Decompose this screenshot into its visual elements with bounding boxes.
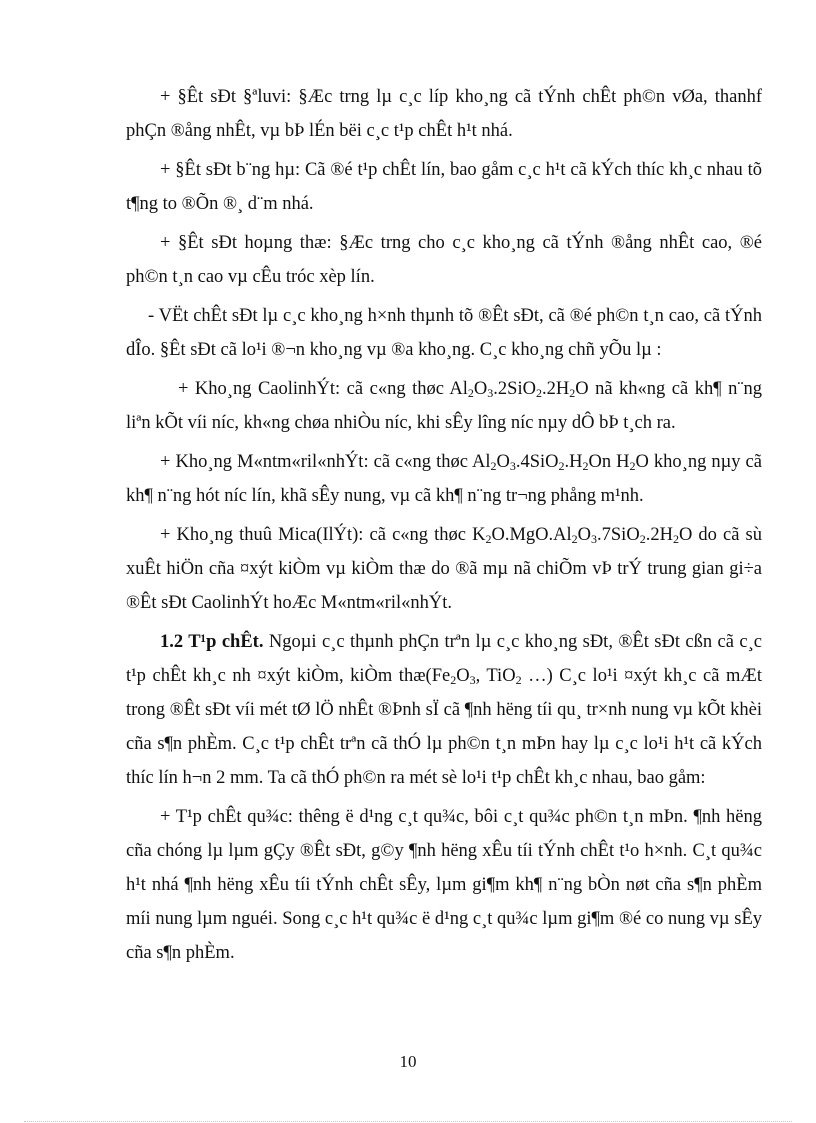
subscript: 2 <box>639 532 646 546</box>
paragraph-p8 <box>126 625 762 795</box>
subscript: 2 <box>535 386 542 400</box>
text-run: O <box>577 525 592 545</box>
text-run: Ngoµi c¸c thµnh phÇn trªn lµ c¸c kho¸ng sÐt, ®Êt sÐt cßn cã c¸c t¹p chÊt kh¸c nh ¤xýt kiÒm, kiÒm thæ(Fe <box>126 632 762 686</box>
text-run: .2H <box>645 525 673 545</box>
subscript: 2 <box>569 386 576 400</box>
text-run: O <box>496 452 510 472</box>
subscript: 2 <box>582 459 589 473</box>
paragraph-p2 <box>126 153 762 221</box>
subscript: 2 <box>467 386 474 400</box>
subscript: 2 <box>515 673 522 687</box>
paragraph-p9 <box>126 800 762 970</box>
text-run: + T¹p chÊt qu¾c: thêng ë d¹ng c¸t qu¾c, bôi c¸t qu¾c ph©n t¸n mÞn. ¶nh hëng cña chóng lµ lµm gÇy ®Êt sÐt, g©y ¶nh hëng xÊu tíi tÝnh chÊt t¹o h×nh. C¸t qu¾c h¹t nhá ¶nh hëng xÊu tíi tÝnh chÊt sÊy, lµm gi¶m kh¶ n¨ng bÒn nøt cña s¶n phÈm míi nung lµm nguéi. Song c¸c h¹t qu¾c ë d¹ng c¸t qu¾c lµm gi¶m ®é co nung vµ sÊy cña s¶n phÈm. <box>126 807 762 963</box>
text-run: + Kho¸ng CaolinhÝt: cã c«ng thøc Al <box>178 379 468 399</box>
paragraph-p4 <box>126 299 762 367</box>
text-run: - VËt chÊt sÐt lµ c¸c kho¸ng h×nh thµnh tõ ®Êt sÐt, cã ®é ph©n t¸n cao, cã tÝnh dÎo. §Êt sÐt cã lo¹i ®¬n kho¸ng vµ ®a kho¸ng. C¸c kho¸ng chñ yÕu lµ : <box>126 306 762 360</box>
text-run: O.MgO.Al <box>491 525 572 545</box>
paragraph-p7 <box>126 518 762 620</box>
text-run: O kho¸ng nµy cã kh¶ n¨ng hót níc lín, khã sÊy nung, vµ cã kh¶ n¨ng tr¬ng phång m¹nh. <box>126 452 762 506</box>
subscript: 2 <box>672 532 679 546</box>
paragraph-p6 <box>126 445 762 513</box>
page-number: 10 <box>399 1052 417 1071</box>
text-run: O nã kh«ng cã kh¶ n¨ng liªn kÕt víi níc, kh«ng chøa nhiÒu níc, khi sÊy lîng níc nµy dÔ bÞ t¸ch ra. <box>126 379 762 433</box>
subscript: 2 <box>490 459 497 473</box>
paragraph-p3 <box>126 226 762 294</box>
subscript: 3 <box>469 673 476 687</box>
subscript: 3 <box>591 532 598 546</box>
subscript: 2 <box>558 459 565 473</box>
text-run: O <box>473 379 488 399</box>
text-run: .2H <box>541 379 570 399</box>
text-run: + §Êt sÐt b¨ng hµ: Cã ®é t¹p chÊt lín, bao gåm c¸c h¹t cã kÝch thíc kh¸c nhau tõ t¶ng to ®Õn ®¸ d¨m nhá. <box>126 160 762 214</box>
text-run: On H <box>588 452 630 472</box>
subscript: 2 <box>485 532 492 546</box>
text-run: + Kho¸ng thuû Mica(IlÝt): cã c«ng thøc K <box>160 525 486 545</box>
subscript: 2 <box>629 459 636 473</box>
subscript: 2 <box>450 673 457 687</box>
text-run: + §Êt sÐt hoµng thæ: §Æc trng cho c¸c kho¸ng cã tÝnh ®ång nhÊt cao, ®é ph©n t¸n cao vµ cÊu tróc xèp lín. <box>126 233 762 287</box>
text-run: .2SiO <box>493 379 536 399</box>
footer-divider <box>24 1121 792 1122</box>
text-run: O do cã sù xuÊt hiÖn cña ¤xýt kiÒm vµ kiÒm thæ do ®ã mµ nã chiÕm vÞ trÝ trung gian gi÷a ®Êt sÐt CaolinhÝt hoÆc M«ntm«ril«nhÝt. <box>126 525 762 613</box>
text-run: , TiO <box>475 666 516 686</box>
text-run: .H <box>564 452 583 472</box>
paragraph-p5 <box>126 372 762 440</box>
text-run: .7SiO <box>597 525 640 545</box>
text-run: O <box>456 666 470 686</box>
text-run: …) C¸c lo¹i ¤xýt kh¸c cã mÆt trong ®Êt sÐt víi mét tØ lÖ nhÊt ®Þnh sÏ cã ¶nh hëng tíi qu¸ tr×nh nung vµ kÕt khèi cña s¶n phÈm. C¸c t¹p chÊt trªn cã thÓ lµ ph©n t¸n mÞn hay lµ c¸c lo¹i h¹t cã kÝch thíc lín h¬n 2 mm. Ta cã thÓ ph©n ra mét sè lo¹i t¹p chÊt kh¸c nhau, bao gåm: <box>126 666 762 788</box>
text-run: + §Êt sÐt §ªluvi: §Æc trng lµ c¸c líp kho¸ng cã tÝnh chÊt ph©n vØa, thanhf phÇn ®ång nhÊt, vµ bÞ lÉn bëi c¸c t¹p chÊt h¹t nhá. <box>126 87 762 141</box>
subscript: 3 <box>509 459 516 473</box>
paragraph-p1 <box>126 80 762 148</box>
body-text <box>126 80 762 975</box>
subscript: 2 <box>571 532 578 546</box>
text-run: .4SiO <box>515 452 559 472</box>
subscript: 3 <box>487 386 494 400</box>
text-run: + Kho¸ng M«ntm«ril«nhÝt: cã c«ng thøc Al <box>160 452 491 472</box>
section-heading: 1.2 T¹p chÊt. <box>160 632 264 652</box>
